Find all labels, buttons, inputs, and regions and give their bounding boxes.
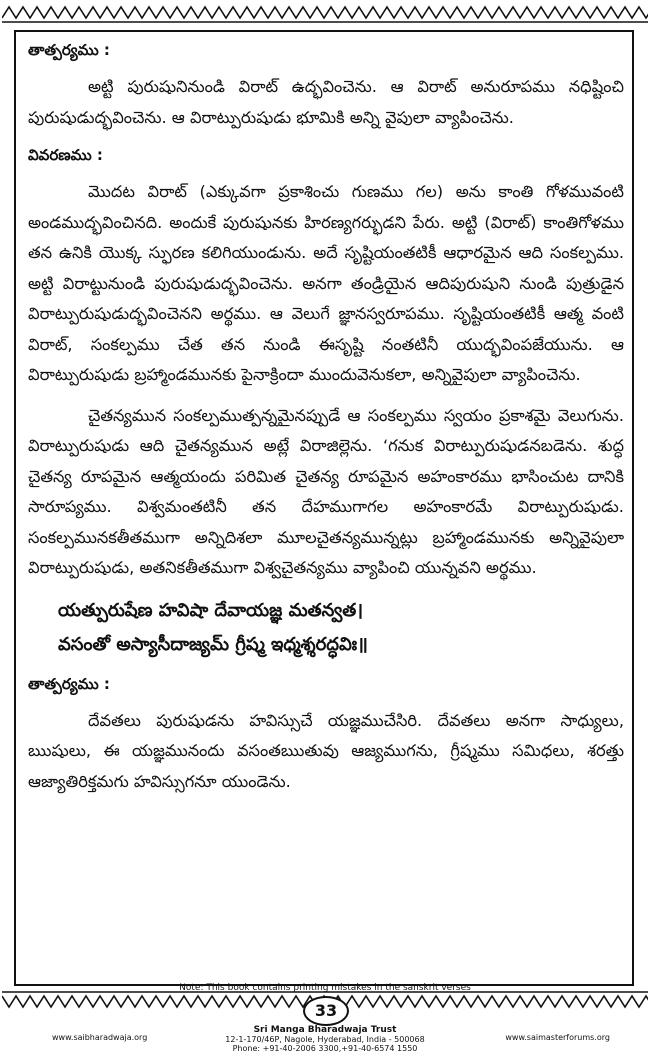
verse-line-2: వసంతో అస్యాసీదాజ్యమ్ గ్రీష్మ ఇధ్మశ్శరద్ధవిః॥ [58, 633, 368, 655]
paragraph-1: అట్టి పురుషునినుండి విరాట్ ఉద్భవించెను. ఆ విరాట్ అనురూపము నధిష్టించి పురుషుడుద్భవించెను. ఆ విరాట్పురుషుడు భూమికి అన్ని వైపులా వ్యాపించెను. [28, 77, 624, 127]
paragraph-3: చైతన్యమున సంకల్పముత్పన్నమైనప్పుడే ఆ సంకల్పము స్వయం ప్రకాశమై వెలుగును. విరాట్పురుషుడు ఆది చైతన్యమున అట్లే విరాజిల్లెను. ‘గనుక విరాట్పురుషుడనబడెను. శుద్ధ చైతన్య రూపమైన ఆత్మయందు పరిమిత చైతన్య రూపమైన అహంకారము భాసించుట దానికి సారూప్యము. విశ్వమంతటినీ తన దేహముగాగల అహంకారమే విరాట్పురుషుడు. సంకల్పమునకతీతముగా అన్నిదిశలా మూలచైతన్యమున్నట్లు బ్రహ్మాండమునకు అన్నివైపులా విరాట్పురుషుడు, అతనికతీతముగా విశ్వచైతన్యము వ్యాపించి యున్నవని అర్థము. [28, 405, 624, 577]
verse-line-1: యత్పురుషేణ హవిషా దేవాయజ్ఞ మతన్వత। [58, 599, 364, 621]
page-number: 33 [303, 996, 349, 1026]
trust-name: Sri Manga Bharadwaja Trust [253, 1025, 397, 1035]
decorative-top-border [2, 4, 648, 24]
footer-right-url[interactable]: www.saimasterforums.org [505, 1033, 610, 1042]
heading-tatparyamu-1: తాత్పర్యము : [28, 41, 110, 59]
page-content [28, 38, 624, 797]
heading-vivaranamu: వివరణము : [28, 146, 103, 164]
paragraph-2: మొదట విరాట్ (ఎక్కువగా ప్రకాశించు గుణము గల) అను కాంతి గోళమువంటి అండముద్భవించినది. అందుకే పురుషునకు హిరణ్యగర్భుడని పేరు. అట్టి (విరాట్) కాంతిగోళము తన ఉనికి యొక్క స్ఫురణ కలిగియుండును. అదే సృష్టియంతటికీ ఆధారమైన ఆది సంకల్పము. అట్టి విరాట్టునుండి పురుషుడుద్భవించెను. అనగా తండ్రియైన ఆదిపురుషుని నుండి పుత్రుడైన విరాట్పురుషుడుద్భవించెనని అర్థము. ఆ వెలుగే జ్ఞానస్వరూపము. సృష్టియంతటికీ ఆత్మ వంటి విరాట్, సంకల్పము చేత తన నుండి ఈసృష్టి నంతటినీ యుద్భవింపజేయును. ఆ విరాట్పురుషుడు బ్రహ్మాండమునకు పైనాక్రిందా ముందువెనుకలా, అన్నివైపులా వ్యాపించెను. [28, 182, 624, 384]
heading-tatparyamu-2: తాత్పర్యము : [28, 674, 110, 693]
trust-address: 12-1-170/46P, Nagole, Hyderabad, India - 500068 [225, 1035, 425, 1044]
trust-phone: Phone: +91-40-2006 3300,+91-40-6574 1550 [232, 1044, 418, 1053]
paragraph-4: దేవతలు పురుషుడను హవిస్సుచే యజ్ఞముచేసిరి. దేవతలు అనగా సాధ్యులు, ఋషులు, ఈ యజ్ఞమునందు వసంతఋతువు ఆజ్యముగను, గ్రీష్మము సమిధలు, శరత్తు ఆజ్యాతిరిక్తమగు హవిస్సుగనూ యుండెను. [28, 710, 624, 791]
footer-left-url[interactable]: www.saibharadwaja.org [52, 1033, 148, 1042]
printing-note: Note: This book contains printing mistakes in the sanskrit verses [179, 983, 471, 993]
